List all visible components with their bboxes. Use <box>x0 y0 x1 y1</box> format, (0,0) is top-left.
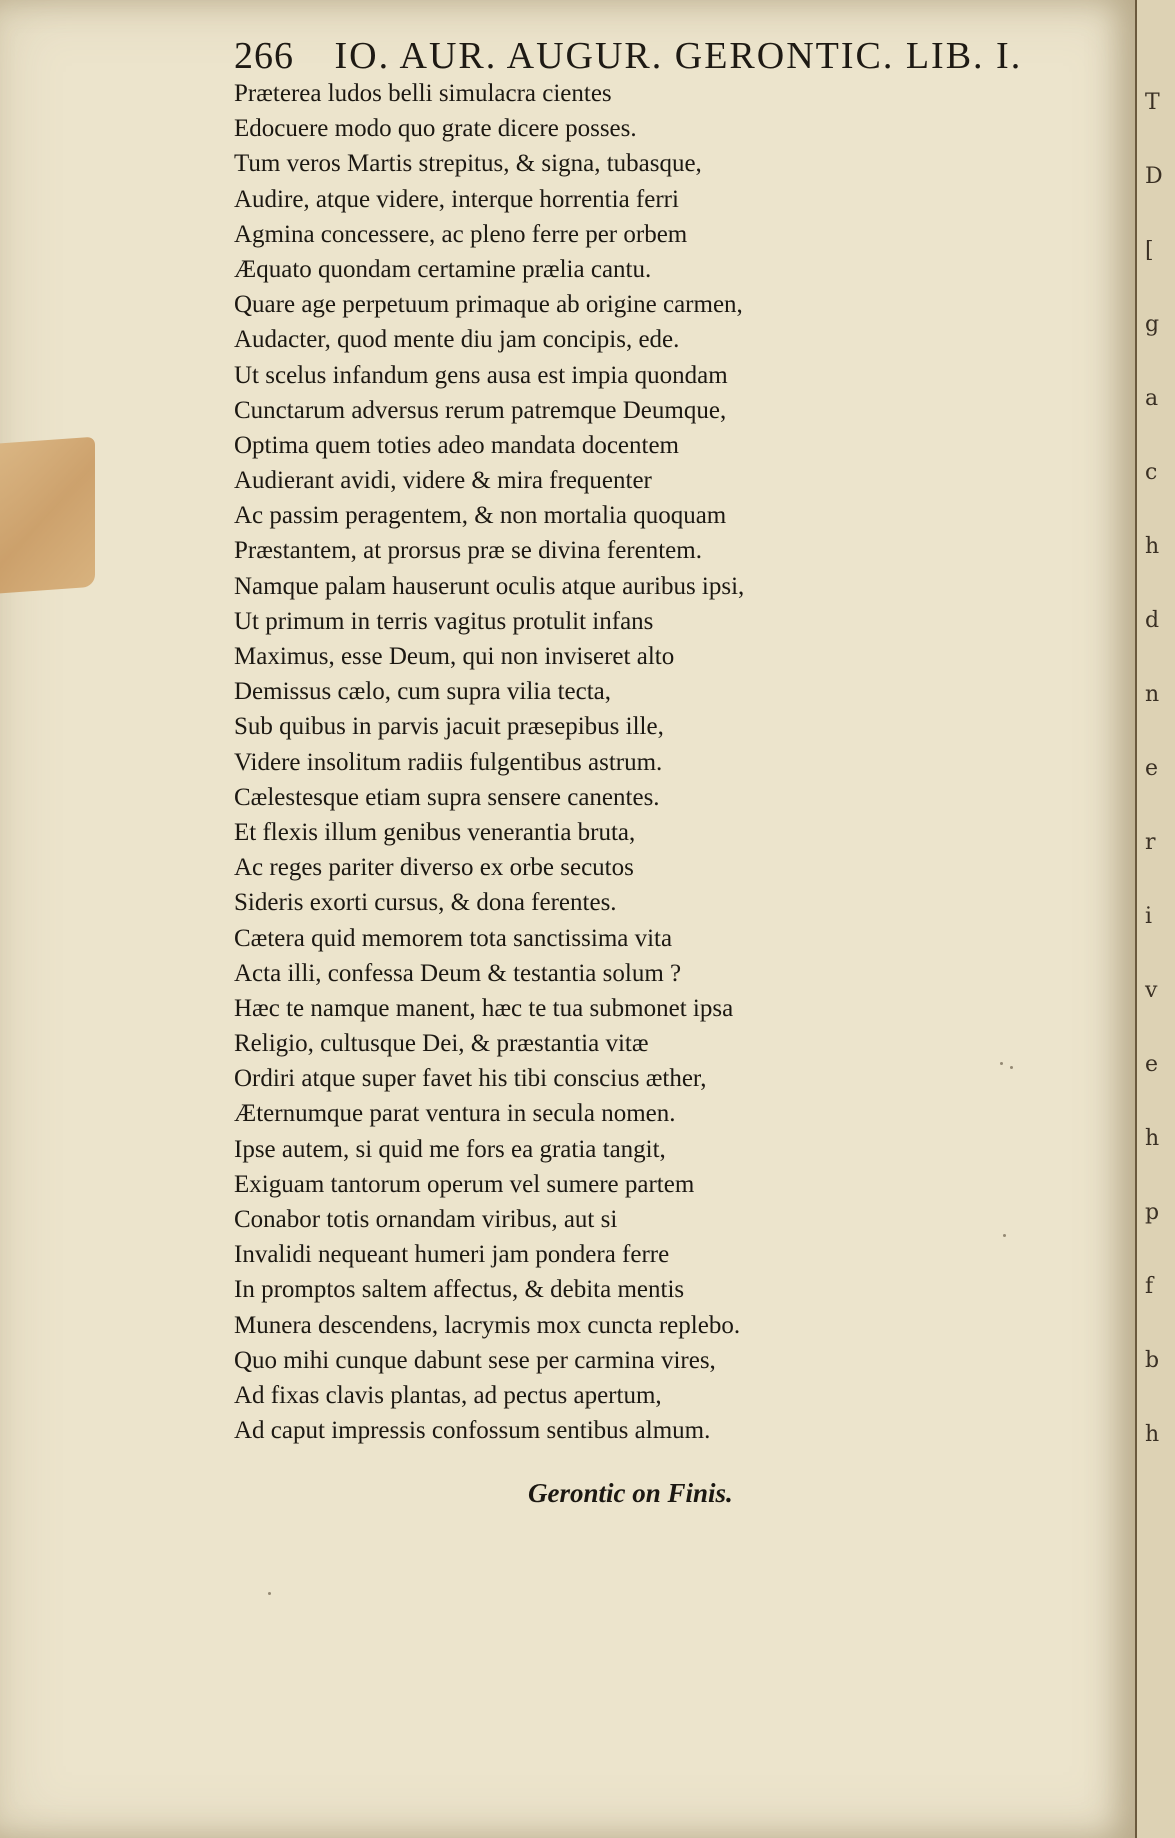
verse-line: Ordiri atque super favet his tibi conscius æther, <box>234 1065 707 1093</box>
verse-line: Conabor totis ornandam viribus, aut si <box>234 1206 618 1233</box>
verse-line: Sideris exorti cursus, & dona ferentes. <box>234 889 617 917</box>
colophon: Gerontic on Finis. <box>528 1478 733 1508</box>
facing-page-edge <box>1135 0 1175 1838</box>
verse-line: Ut primum in terris vagitus protulit infans <box>234 607 654 635</box>
verse-line: Maximus, esse Deum, qui non inviseret alto <box>234 643 675 670</box>
verse-line: Acta illi, confessa Deum & testantia solum ? <box>234 959 682 987</box>
verse-line: Optima quem toties adeo mandata docentem <box>234 431 679 459</box>
facing-page-mark: g <box>1145 312 1160 337</box>
verse-line: Edocuere modo quo grate dicere posses. <box>234 115 637 143</box>
poem-text <box>234 76 954 1448</box>
verse-line: Sub quibus in parvis jacuit præsepibus ille, <box>234 713 664 741</box>
verse-line: Videre insolitum radiis fulgentibus astrum. <box>234 748 663 776</box>
facing-page-mark: i <box>1145 904 1153 929</box>
facing-page-mark: b <box>1145 1348 1160 1373</box>
paper-tape-fragment <box>0 437 95 594</box>
facing-page-mark: h <box>1145 534 1160 559</box>
page-number: 266 <box>234 35 294 77</box>
facing-page-mark: n <box>1145 682 1160 707</box>
verse-line: Invalidi nequeant humeri jam pondera ferre <box>234 1241 670 1269</box>
facing-page-mark: e <box>1145 756 1159 781</box>
facing-page-mark: h <box>1145 1126 1160 1151</box>
verse-line: In promptos saltem affectus, & debita mentis <box>234 1276 685 1304</box>
verse-line: Quare age perpetuum primaque ab origine carmen, <box>234 291 743 319</box>
facing-page-mark: r <box>1145 830 1156 855</box>
facing-page-mark: f <box>1145 1274 1154 1299</box>
verse-line: Ad fixas clavis plantas, ad pectus apertum, <box>234 1381 662 1409</box>
verse-line: Cætera quid memorem tota sanctissima vita <box>234 924 673 952</box>
facing-page-mark: c <box>1145 460 1158 485</box>
verse-line: Religio, cultusque Dei, & præstantia vitæ <box>234 1030 649 1058</box>
facing-page-mark: a <box>1145 386 1159 411</box>
facing-page-mark: e <box>1145 1052 1159 1077</box>
verse-line: Cælestesque etiam supra sensere canentes. <box>234 783 660 811</box>
verse-line: Munera descendens, lacrymis mox cuncta replebo. <box>234 1311 741 1339</box>
verse-line: Ac reges pariter diverso ex orbe secutos <box>234 854 634 882</box>
verse-line: Demissus cælo, cum supra vilia tecta, <box>234 678 612 706</box>
verse-line: Ipse autem, si quid me fors ea gratia tangit, <box>234 1135 666 1163</box>
verse-line: Exiguam tantorum operum vel sumere partem <box>234 1170 695 1198</box>
verse-line: Quo mihi cunque dabunt sese per carmina vires, <box>234 1346 716 1374</box>
verse-line: Ad caput impressis confossum sentibus almum. <box>234 1417 711 1445</box>
verse-line: Præterea ludos belli simulacra cientes <box>234 80 612 107</box>
facing-page-mark: h <box>1145 1422 1160 1447</box>
verse-line: Namque palam hauserunt oculis atque auribus ipsi, <box>234 572 745 600</box>
verse-line: Æternumque parat ventura in secula nomen. <box>234 1100 676 1128</box>
verse-line: Præstantem, at prorsus præ se divina ferentem. <box>234 537 702 565</box>
verse-line: Audire, atque videre, interque horrentia ferri <box>234 185 679 213</box>
facing-page-mark: d <box>1145 608 1160 633</box>
verse-line: Cunctarum adversus rerum patremque Deumque, <box>234 396 727 424</box>
facing-page-mark: v <box>1145 978 1158 1003</box>
verse-line: Audierant avidi, videre & mira frequenter <box>234 467 652 495</box>
verse-line: Agmina concessere, ac pleno ferre per orbem <box>234 220 688 248</box>
running-title: IO. AUR. AUGUR. GERONTIC. LIB. I. <box>334 35 1023 77</box>
verse-line: Hæc te namque manent, hæc te tua submonet ipsa <box>234 994 734 1022</box>
verse-line: Audacter, quod mente diu jam concipis, ede. <box>234 326 680 354</box>
facing-page-mark: D <box>1145 164 1163 189</box>
running-header <box>234 34 1023 78</box>
verse-line: Æquato quondam certamine prælia cantu. <box>234 255 652 283</box>
verse-line: Ut scelus infandum gens ausa est impia quondam <box>234 361 728 389</box>
facing-page-mark: [ <box>1145 238 1154 263</box>
verse-line: Ac passim peragentem, & non mortalia quoquam <box>234 502 727 530</box>
facing-page-mark: T <box>1145 90 1160 115</box>
verse-line: Et flexis illum genibus venerantia bruta, <box>234 818 636 846</box>
verse-line: Tum veros Martis strepitus, & signa, tubasque, <box>234 150 702 178</box>
facing-page-mark: p <box>1145 1200 1160 1225</box>
